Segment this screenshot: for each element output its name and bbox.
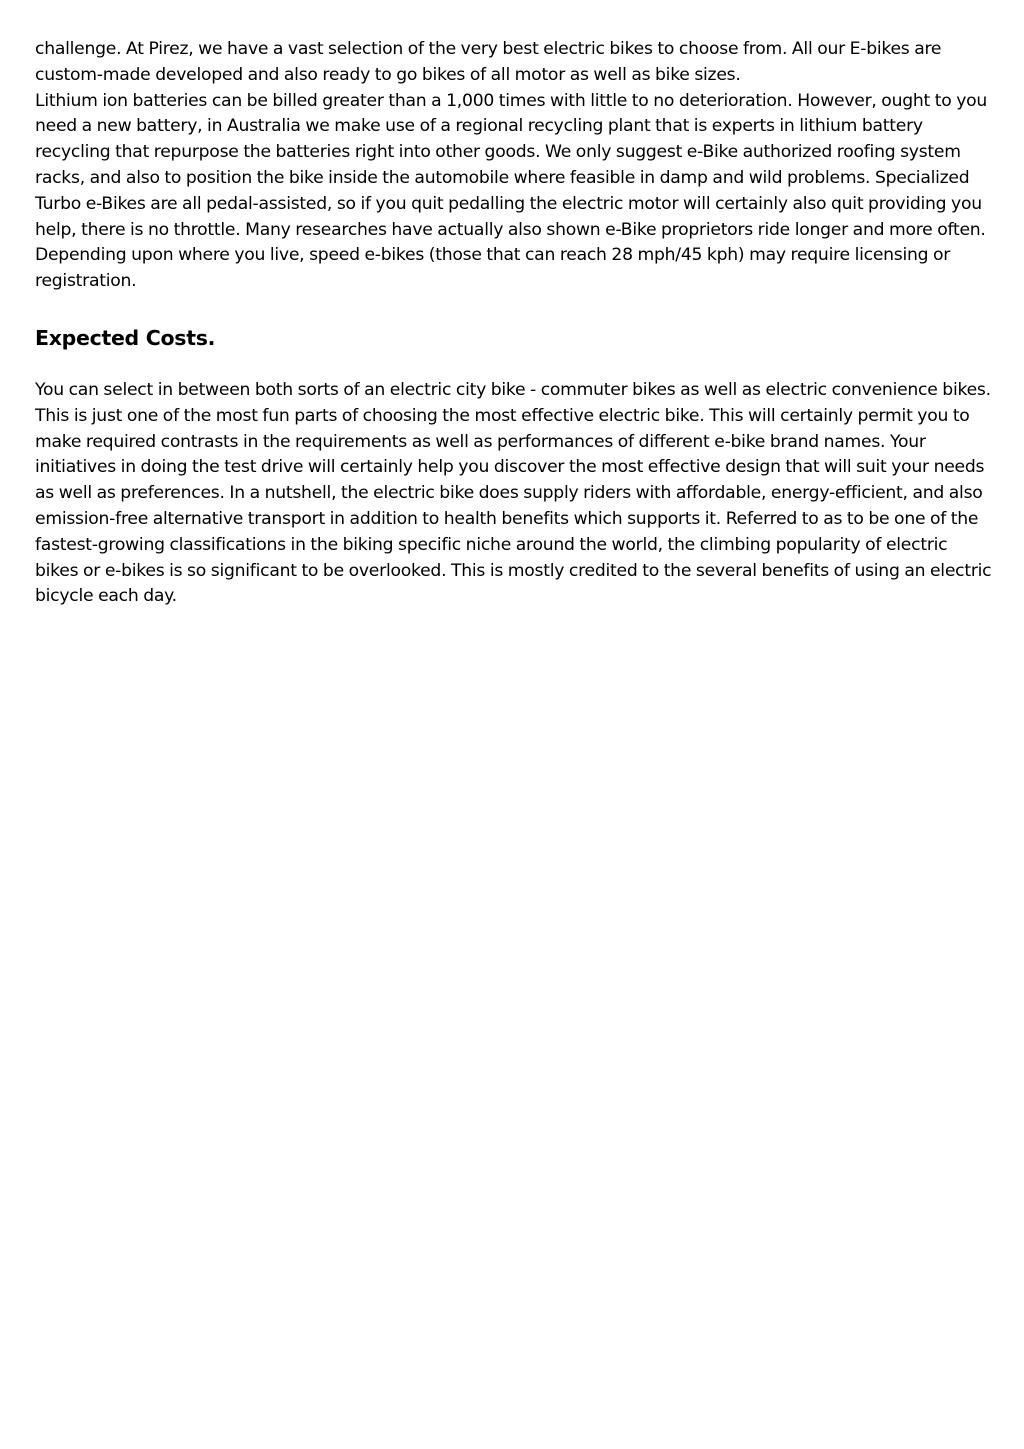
section-heading: Expected Costs. — [35, 325, 216, 350]
battery-paragraph: Lithium ion batteries can be billed greater than a 1,000 times with little to no deterioration. However, ought to you need a new battery, in Australia we make use of a regional recycling plant that is experts in lithium battery recycling that repurpose the batteries right into other goods. We only suggest e-Bike authorized roofing system racks, and also to position the bike inside the automobile where feasible in damp and wild problems. Specialized Turbo e-Bikes are all pedal-assisted, so if you quit pedalling the electric motor will certainly also quit providing you help, there is no throttle. Many researches have actually also shown e-Bike proprietors ride longer and more often. Depending upon where you live, speed e-bikes (those that can reach 28 mph/45 kph) may require licensing or registration. — [35, 90, 988, 292]
city-bike-paragraph: You can select in between both sorts of an electric city bike - commuter bikes as well as electric convenience bikes. This is just one of the most fun parts of choosing the most effective electric bike. This will certainly permit you to make required contrasts in the requirements as well as performances of different e-bike brand names. Your initiatives in doing the test drive will certainly help you discover the most effective design that will suit your needs as well as preferences. In a nutshell, the electric bike does supply riders with affordable, energy-efficient, and also emission-free alternative transport in addition to health benefits which supports it. Referred to as to be one of the fastest-growing classifications in the biking specific niche around the world, the climbing popularity of electric bikes or e-bikes is so significant to be overlooked. This is mostly credited to the several benefits of using an electric bicycle each day. — [35, 379, 992, 607]
intro-paragraph: challenge. At Pirez, we have a vast selection of the very best electric bikes to choose from. All our E-bikes are custom-made developed and also ready to go bikes of all motor as well as bike sizes. — [35, 39, 942, 85]
document-page — [35, 37, 995, 610]
